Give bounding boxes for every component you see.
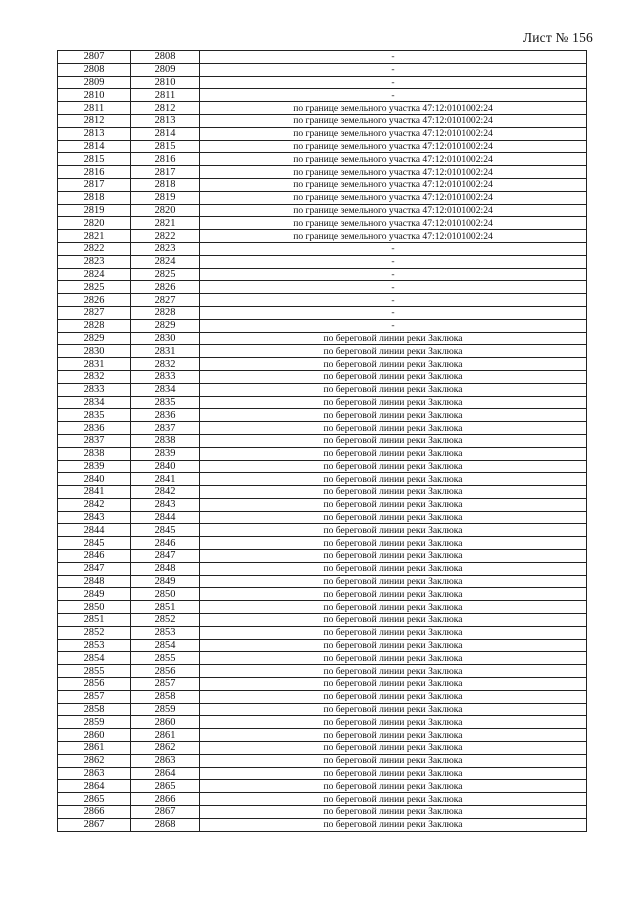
point-to-cell: 2842 [131,486,200,499]
table-row [58,639,587,652]
point-from-cell: 2866 [58,806,131,819]
boundary-description-cell: по береговой линии реки Заклюка [200,575,587,588]
table-row [58,383,587,396]
boundary-description-cell: по береговой линии реки Заклюка [200,818,587,831]
boundary-description-cell: по береговой линии реки Заклюка [200,447,587,460]
point-to-cell: 2822 [131,230,200,243]
table-row [58,51,587,64]
table-row [58,319,587,332]
point-from-cell: 2839 [58,460,131,473]
table-row [58,588,587,601]
point-from-cell: 2827 [58,306,131,319]
point-to-cell: 2866 [131,793,200,806]
table-row [58,63,587,76]
boundary-description-cell: по границе земельного участка 47:12:0101002:24 [200,153,587,166]
boundary-description-cell: по береговой линии реки Заклюка [200,601,587,614]
table-row [58,742,587,755]
point-from-cell: 2863 [58,767,131,780]
point-to-cell: 2844 [131,511,200,524]
boundary-description-cell: по береговой линии реки Заклюка [200,754,587,767]
table-row [58,614,587,627]
point-to-cell: 2858 [131,690,200,703]
point-to-cell: 2857 [131,678,200,691]
point-to-cell: 2831 [131,345,200,358]
point-to-cell: 2827 [131,294,200,307]
point-to-cell: 2853 [131,626,200,639]
point-from-cell: 2858 [58,703,131,716]
boundary-description-cell: по границе земельного участка 47:12:0101002:24 [200,102,587,115]
point-to-cell: 2811 [131,89,200,102]
point-from-cell: 2829 [58,332,131,345]
point-to-cell: 2820 [131,204,200,217]
table-row [58,665,587,678]
table-row [58,524,587,537]
table-row [58,102,587,115]
table-row [58,166,587,179]
point-from-cell: 2832 [58,370,131,383]
point-to-cell: 2808 [131,51,200,64]
point-from-cell: 2814 [58,140,131,153]
point-to-cell: 2854 [131,639,200,652]
table-row [58,332,587,345]
point-to-cell: 2862 [131,742,200,755]
point-from-cell: 2841 [58,486,131,499]
boundary-description-cell: по береговой линии реки Заклюка [200,422,587,435]
table-row [58,652,587,665]
table-row [58,703,587,716]
point-from-cell: 2815 [58,153,131,166]
boundary-description-cell: по береговой линии реки Заклюка [200,588,587,601]
point-from-cell: 2823 [58,255,131,268]
boundary-description-cell: - [200,268,587,281]
point-from-cell: 2820 [58,217,131,230]
boundary-description-cell: по береговой линии реки Заклюка [200,473,587,486]
table-row [58,370,587,383]
boundary-description-cell: по береговой линии реки Заклюка [200,793,587,806]
point-from-cell: 2822 [58,242,131,255]
boundary-description-cell: по границе земельного участка 47:12:0101002:24 [200,114,587,127]
point-to-cell: 2833 [131,370,200,383]
table-row [58,114,587,127]
point-from-cell: 2838 [58,447,131,460]
point-to-cell: 2836 [131,409,200,422]
point-to-cell: 2840 [131,460,200,473]
boundary-description-cell: по береговой линии реки Заклюка [200,639,587,652]
point-to-cell: 2843 [131,498,200,511]
point-from-cell: 2843 [58,511,131,524]
point-from-cell: 2867 [58,818,131,831]
table-row [58,806,587,819]
point-from-cell: 2812 [58,114,131,127]
table-row [58,434,587,447]
point-from-cell: 2813 [58,127,131,140]
boundary-description-cell: - [200,63,587,76]
table-row [58,486,587,499]
point-from-cell: 2807 [58,51,131,64]
point-to-cell: 2841 [131,473,200,486]
point-from-cell: 2817 [58,178,131,191]
point-from-cell: 2851 [58,614,131,627]
boundary-description-cell: - [200,255,587,268]
boundary-description-cell: по береговой линии реки Заклюка [200,626,587,639]
point-to-cell: 2861 [131,729,200,742]
boundary-description-cell: по береговой линии реки Заклюка [200,370,587,383]
point-from-cell: 2837 [58,434,131,447]
boundary-description-cell: по береговой линии реки Заклюка [200,614,587,627]
point-to-cell: 2837 [131,422,200,435]
table-row [58,626,587,639]
point-to-cell: 2832 [131,358,200,371]
point-from-cell: 2828 [58,319,131,332]
boundary-description-cell: по границе земельного участка 47:12:0101002:24 [200,204,587,217]
boundary-description-cell: по береговой линии реки Заклюка [200,665,587,678]
point-to-cell: 2814 [131,127,200,140]
point-to-cell: 2825 [131,268,200,281]
boundary-description-cell: - [200,319,587,332]
table-row [58,716,587,729]
boundary-description-cell: по береговой линии реки Заклюка [200,358,587,371]
point-from-cell: 2811 [58,102,131,115]
table-row [58,409,587,422]
point-from-cell: 2845 [58,537,131,550]
boundary-description-cell: по границе земельного участка 47:12:0101002:24 [200,127,587,140]
table-row [58,191,587,204]
point-to-cell: 2810 [131,76,200,89]
point-from-cell: 2848 [58,575,131,588]
table-row [58,358,587,371]
point-from-cell: 2819 [58,204,131,217]
table-row [58,473,587,486]
point-to-cell: 2819 [131,191,200,204]
point-to-cell: 2863 [131,754,200,767]
boundary-description-cell: - [200,281,587,294]
table-row [58,345,587,358]
point-to-cell: 2860 [131,716,200,729]
boundary-description-cell: - [200,242,587,255]
table-row [58,127,587,140]
point-to-cell: 2839 [131,447,200,460]
table-row [58,153,587,166]
point-to-cell: 2809 [131,63,200,76]
point-from-cell: 2855 [58,665,131,678]
boundary-description-cell: по границе земельного участка 47:12:0101002:24 [200,166,587,179]
table-body [58,51,587,832]
table-row [58,562,587,575]
boundary-description-cell: по береговой линии реки Заклюка [200,678,587,691]
point-from-cell: 2833 [58,383,131,396]
point-to-cell: 2823 [131,242,200,255]
boundary-description-cell: по границе земельного участка 47:12:0101002:24 [200,217,587,230]
boundary-description-cell: - [200,294,587,307]
boundary-description-cell: по границе земельного участка 47:12:0101002:24 [200,191,587,204]
boundary-description-cell: по береговой линии реки Заклюка [200,562,587,575]
boundary-description-cell: по береговой линии реки Заклюка [200,460,587,473]
point-to-cell: 2847 [131,550,200,563]
table-row [58,281,587,294]
boundary-description-cell: - [200,306,587,319]
point-from-cell: 2836 [58,422,131,435]
point-to-cell: 2813 [131,114,200,127]
point-to-cell: 2856 [131,665,200,678]
boundary-description-cell: - [200,51,587,64]
point-from-cell: 2846 [58,550,131,563]
boundary-description-cell: по береговой линии реки Заклюка [200,550,587,563]
point-to-cell: 2826 [131,281,200,294]
boundary-description-cell: по береговой линии реки Заклюка [200,780,587,793]
table-row [58,140,587,153]
boundary-description-cell: по береговой линии реки Заклюка [200,652,587,665]
boundary-description-cell: по береговой линии реки Заклюка [200,434,587,447]
point-from-cell: 2840 [58,473,131,486]
table-row [58,767,587,780]
table-row [58,242,587,255]
table-row [58,422,587,435]
table-row [58,217,587,230]
point-to-cell: 2845 [131,524,200,537]
point-from-cell: 2865 [58,793,131,806]
boundary-description-cell: по береговой линии реки Заклюка [200,345,587,358]
point-from-cell: 2864 [58,780,131,793]
boundary-description-cell: по береговой линии реки Заклюка [200,767,587,780]
boundary-description-cell: по границе земельного участка 47:12:0101002:24 [200,140,587,153]
boundary-description-cell: по береговой линии реки Заклюка [200,690,587,703]
table-row [58,550,587,563]
table-row [58,447,587,460]
table-row [58,294,587,307]
table-row [58,793,587,806]
table-row [58,511,587,524]
table-row [58,178,587,191]
table-row [58,498,587,511]
point-from-cell: 2844 [58,524,131,537]
point-from-cell: 2860 [58,729,131,742]
boundary-description-cell: по береговой линии реки Заклюка [200,409,587,422]
table-row [58,818,587,831]
boundary-description-cell: - [200,89,587,102]
table-row [58,306,587,319]
point-from-cell: 2835 [58,409,131,422]
point-to-cell: 2834 [131,383,200,396]
point-to-cell: 2830 [131,332,200,345]
point-from-cell: 2831 [58,358,131,371]
point-from-cell: 2834 [58,396,131,409]
table-row [58,729,587,742]
point-to-cell: 2815 [131,140,200,153]
sheet-number: Лист № 156 [522,30,593,45]
point-from-cell: 2810 [58,89,131,102]
boundary-description-cell: по границе земельного участка 47:12:0101002:24 [200,178,587,191]
point-to-cell: 2835 [131,396,200,409]
point-from-cell: 2853 [58,639,131,652]
boundary-description-cell: по береговой линии реки Заклюка [200,383,587,396]
point-to-cell: 2838 [131,434,200,447]
point-to-cell: 2855 [131,652,200,665]
point-to-cell: 2867 [131,806,200,819]
table-row [58,537,587,550]
point-to-cell: 2812 [131,102,200,115]
boundary-description-cell: по береговой линии реки Заклюка [200,524,587,537]
point-to-cell: 2818 [131,178,200,191]
point-from-cell: 2857 [58,690,131,703]
point-from-cell: 2852 [58,626,131,639]
boundary-description-cell: по границе земельного участка 47:12:0101002:24 [200,230,587,243]
point-from-cell: 2824 [58,268,131,281]
point-from-cell: 2808 [58,63,131,76]
point-from-cell: 2850 [58,601,131,614]
table-row [58,754,587,767]
table-row [58,76,587,89]
point-to-cell: 2859 [131,703,200,716]
boundary-description-cell: по береговой линии реки Заклюка [200,537,587,550]
boundary-description-cell: по береговой линии реки Заклюка [200,511,587,524]
boundary-description-cell: по береговой линии реки Заклюка [200,486,587,499]
point-to-cell: 2829 [131,319,200,332]
point-from-cell: 2842 [58,498,131,511]
table-row [58,230,587,243]
point-to-cell: 2852 [131,614,200,627]
boundary-description-cell: по береговой линии реки Заклюка [200,332,587,345]
point-to-cell: 2824 [131,255,200,268]
point-from-cell: 2825 [58,281,131,294]
table-row [58,460,587,473]
point-from-cell: 2854 [58,652,131,665]
point-to-cell: 2868 [131,818,200,831]
point-from-cell: 2830 [58,345,131,358]
point-from-cell: 2821 [58,230,131,243]
boundary-description-cell: по береговой линии реки Заклюка [200,742,587,755]
table-row [58,204,587,217]
point-from-cell: 2862 [58,754,131,767]
point-to-cell: 2865 [131,780,200,793]
point-from-cell: 2859 [58,716,131,729]
point-to-cell: 2849 [131,575,200,588]
point-to-cell: 2864 [131,767,200,780]
point-to-cell: 2850 [131,588,200,601]
boundary-description-cell: - [200,76,587,89]
point-to-cell: 2846 [131,537,200,550]
boundary-points-table [57,50,587,832]
point-to-cell: 2851 [131,601,200,614]
boundary-description-cell: по береговой линии реки Заклюка [200,806,587,819]
point-to-cell: 2816 [131,153,200,166]
point-from-cell: 2849 [58,588,131,601]
boundary-description-cell: по береговой линии реки Заклюка [200,729,587,742]
boundary-description-cell: по береговой линии реки Заклюка [200,716,587,729]
table-row [58,780,587,793]
point-to-cell: 2817 [131,166,200,179]
boundary-description-cell: по береговой линии реки Заклюка [200,703,587,716]
table-row [58,396,587,409]
table-row [58,575,587,588]
table-row [58,601,587,614]
point-from-cell: 2856 [58,678,131,691]
table-row [58,690,587,703]
boundary-description-cell: по береговой линии реки Заклюка [200,498,587,511]
boundary-description-cell: по береговой линии реки Заклюка [200,396,587,409]
point-from-cell: 2861 [58,742,131,755]
point-to-cell: 2848 [131,562,200,575]
point-from-cell: 2816 [58,166,131,179]
table-row [58,89,587,102]
point-from-cell: 2847 [58,562,131,575]
point-from-cell: 2809 [58,76,131,89]
point-from-cell: 2818 [58,191,131,204]
point-from-cell: 2826 [58,294,131,307]
table-row [58,255,587,268]
point-to-cell: 2821 [131,217,200,230]
table-row [58,268,587,281]
table-row [58,678,587,691]
point-to-cell: 2828 [131,306,200,319]
